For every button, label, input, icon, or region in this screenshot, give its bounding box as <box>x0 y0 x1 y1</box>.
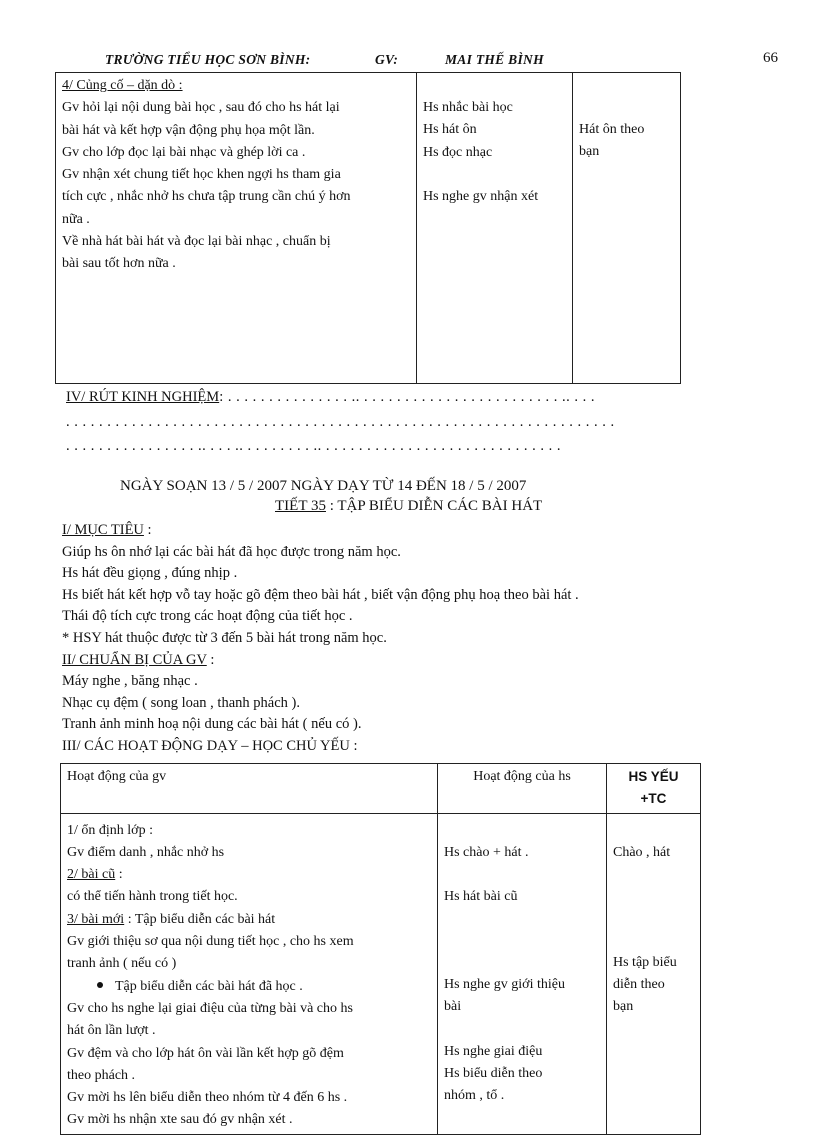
header-teacher: MAI THẾ BÌNH <box>445 52 544 67</box>
muc-tieu-item: * HSY hát thuộc được từ 3 đến 5 bài hát trong năm học. <box>62 629 387 646</box>
hs-nghe-gv-2: bài <box>444 999 462 1015</box>
gv-nhan-xet: Gv mời hs nhận xte sau đó gv nhận xét . <box>67 1112 293 1128</box>
gv-bai-cu: 2/ bài cũ <box>67 867 116 883</box>
table1-hs-line: Hs nghe gv nhận xét <box>423 188 539 204</box>
bullet-icon <box>97 982 103 988</box>
gv-dem-1: Gv đệm và cho lớp hát ôn vài lần kết hợp gõ đệm <box>67 1045 344 1061</box>
col-header-yeu <box>607 764 701 814</box>
hs-bieu-dien-1: Hs biểu diễn theo <box>444 1066 543 1082</box>
table1-col-gv <box>56 73 417 384</box>
chuan-bi-title: II/ CHUẨN BỊ CỦA GV <box>62 651 207 668</box>
gv-bai-moi-heading <box>67 909 431 931</box>
table1-yeu-line: bạn <box>579 144 600 160</box>
page-number: 66 <box>763 50 778 66</box>
table1-line: Gv hỏi lại nội dung bài học , sau đó cho hs hát lại <box>62 100 340 116</box>
yeu-spacer <box>613 820 694 842</box>
objectives-section <box>62 520 782 758</box>
table1-line: bài hát và kết hợp vận động phụ họa một lần. <box>62 122 315 138</box>
yeu-spacer <box>613 864 694 952</box>
tiet-label: TIẾT 35 <box>275 498 326 514</box>
gv-on-dinh: 1/ ổn định lớp : <box>67 822 153 838</box>
gv-bai-cu-heading: 2/ bài cũ : <box>67 867 123 883</box>
hs-spacer <box>444 864 600 886</box>
tiet-title: : TẬP BIỂU DIỄN CÁC BÀI HÁT <box>329 498 543 514</box>
col-header-hs: Hoạt động của hs <box>438 764 607 814</box>
muc-tieu-item: Hs biết hát kết hợp vỗ tay hoặc gõ đệm theo bài hát , biết vận động phụ hoạ theo bài hát . <box>62 586 579 603</box>
col-header-gv: Hoạt động của gv <box>61 764 438 814</box>
table1-line: tích cực , nhắc nhở hs chưa tập trung cần chú ý hơn <box>62 189 351 205</box>
rkn-dots-1: : . . . . . . . . . . . . . . . .. . . . . . . . . . . . . . . . . . . . . . . . . .. . . . <box>219 389 595 405</box>
table1-hs-spacer <box>423 164 566 186</box>
muc-tieu-item: Giúp hs ôn nhớ lại các bài hát đã học được trong năm học. <box>62 543 401 560</box>
muc-tieu-heading: I/ MỤC TIÊU : <box>62 522 152 538</box>
table1-hs-line: Hs nhắc bài học <box>423 100 513 115</box>
table1-col-hs <box>417 73 573 384</box>
hoat-dong-title: III/ CÁC HOẠT ĐỘNG DẠY – HỌC CHỦ YẾU : <box>62 737 358 754</box>
col-header-yeu-2: +TC <box>640 791 667 807</box>
header-school: TRƯỜNG TIỂU HỌC SƠN BÌNH: <box>105 52 311 67</box>
gv-diem-danh: Gv điểm danh , nhắc nhở hs <box>67 844 225 860</box>
gv-gioi-thieu-2: tranh ảnh ( nếu có ) <box>67 956 177 972</box>
yeu-chao: Chào , hát <box>613 844 671 860</box>
table1-line: Về nhà hát bài hát và đọc lại bài nhạc , chuẩn bị <box>62 234 331 250</box>
muc-tieu-item: Thái độ tích cực trong các hoạt động của tiết học . <box>62 608 353 625</box>
hs-spacer <box>444 908 600 974</box>
chuan-bi-heading: II/ CHUẨN BỊ CỦA GV : <box>62 651 215 668</box>
table1-hs-line: Hs hát ôn <box>423 122 477 138</box>
rut-kinh-nghiem <box>66 389 595 406</box>
rkn-dots-2: . . . . . . . . . . . . . . . . . . . . . . . . . . . . . . . . . . . . . . . . . . . . . . . . . . . . . . . . . . . . . . . . . . . <box>66 414 615 430</box>
gv-nghe-2: hát ôn lần lượt . <box>67 1023 156 1039</box>
activities-yeu-cell <box>607 813 701 1134</box>
hs-giai-dieu: Hs nghe giai điệu <box>444 1043 543 1059</box>
gv-dem-2: theo phách . <box>67 1067 136 1083</box>
yeu-tap-3: bạn <box>613 999 634 1015</box>
gv-bullet-item <box>67 976 431 998</box>
hs-spacer <box>444 1019 600 1041</box>
lesson-title <box>275 498 542 515</box>
table1-hs-line: Hs đọc nhạc <box>423 144 493 160</box>
consolidation-table <box>55 72 681 384</box>
muc-tieu-title: I/ MỤC TIÊU <box>62 522 144 538</box>
gv-nghe-1: Gv cho hs nghe lại giai điệu của từng bài và cho hs <box>67 1000 353 1016</box>
yeu-tap-1: Hs tập biểu <box>613 954 677 970</box>
activities-table <box>60 763 701 1135</box>
chuan-bi-item: Máy nghe , băng nhạc . <box>62 673 198 690</box>
table1-line: Gv cho lớp đọc lại bài nhạc và ghép lời ca . <box>62 144 306 160</box>
table1-line: Gv nhận xét chung tiết học khen ngợi hs tham gia <box>62 167 341 183</box>
gv-bullet-text: Tập biểu diễn các bài hát đã học . <box>115 978 303 994</box>
gv-bai-moi: 3/ bài mới <box>67 911 125 927</box>
gv-bai-moi-title: : Tập biểu diễn các bài hát <box>127 911 276 927</box>
chuan-bi-item: Nhạc cụ đệm ( song loan , thanh phách ). <box>62 694 300 711</box>
rkn-dots-3: . . . . . . . . . . . . . . . . .. . . . .. . . . . . . . . .. . . . . . . . . . . . . . . . . . . . . . . . . . . . . . <box>66 438 561 454</box>
activities-gv-cell <box>61 813 438 1134</box>
table1-line: nữa . <box>62 211 90 227</box>
rkn-title: IV/ RÚT KINH NGHIỆM <box>66 389 220 405</box>
header-gv-label: GV: <box>375 52 399 67</box>
gv-gioi-thieu-1: Gv giới thiệu sơ qua nội dung tiết học , cho hs xem <box>67 934 354 950</box>
hs-bieu-dien-2: nhóm , tổ . <box>444 1088 505 1104</box>
yeu-tap-2: diễn theo <box>613 977 665 993</box>
chuan-bi-item: Tranh ảnh minh hoạ nội dung các bài hát ( nếu có ). <box>62 716 362 733</box>
table1-col-yeu <box>573 73 681 384</box>
hs-bai-cu: Hs hát bài cũ <box>444 888 518 904</box>
gv-moi: Gv mời hs lên biểu diễn theo nhóm từ 4 đến 6 hs . <box>67 1090 348 1106</box>
table1-line: bài sau tốt hơn nữa . <box>62 256 176 272</box>
table1-heading: 4/ Củng cố – dặn dò : <box>62 78 183 93</box>
table1-yeu-line: Hát ôn theo <box>579 122 645 137</box>
hs-chao: Hs chào + hát . <box>444 844 529 860</box>
activities-hs-cell <box>438 813 607 1134</box>
hs-nghe-gv-1: Hs nghe gv giới thiệu <box>444 977 565 993</box>
hs-spacer <box>444 820 600 842</box>
col-header-yeu-1: HS YẾU <box>628 769 679 784</box>
muc-tieu-item: Hs hát đều giọng , đúng nhịp . <box>62 565 238 582</box>
date-line: NGÀY SOẠN 13 / 5 / 2007 NGÀY DẠY TỪ 14 ĐẾN 18 / 5 / 2007 <box>120 478 527 494</box>
gv-bai-cu-note: có thể tiến hành trong tiết học. <box>67 889 238 905</box>
